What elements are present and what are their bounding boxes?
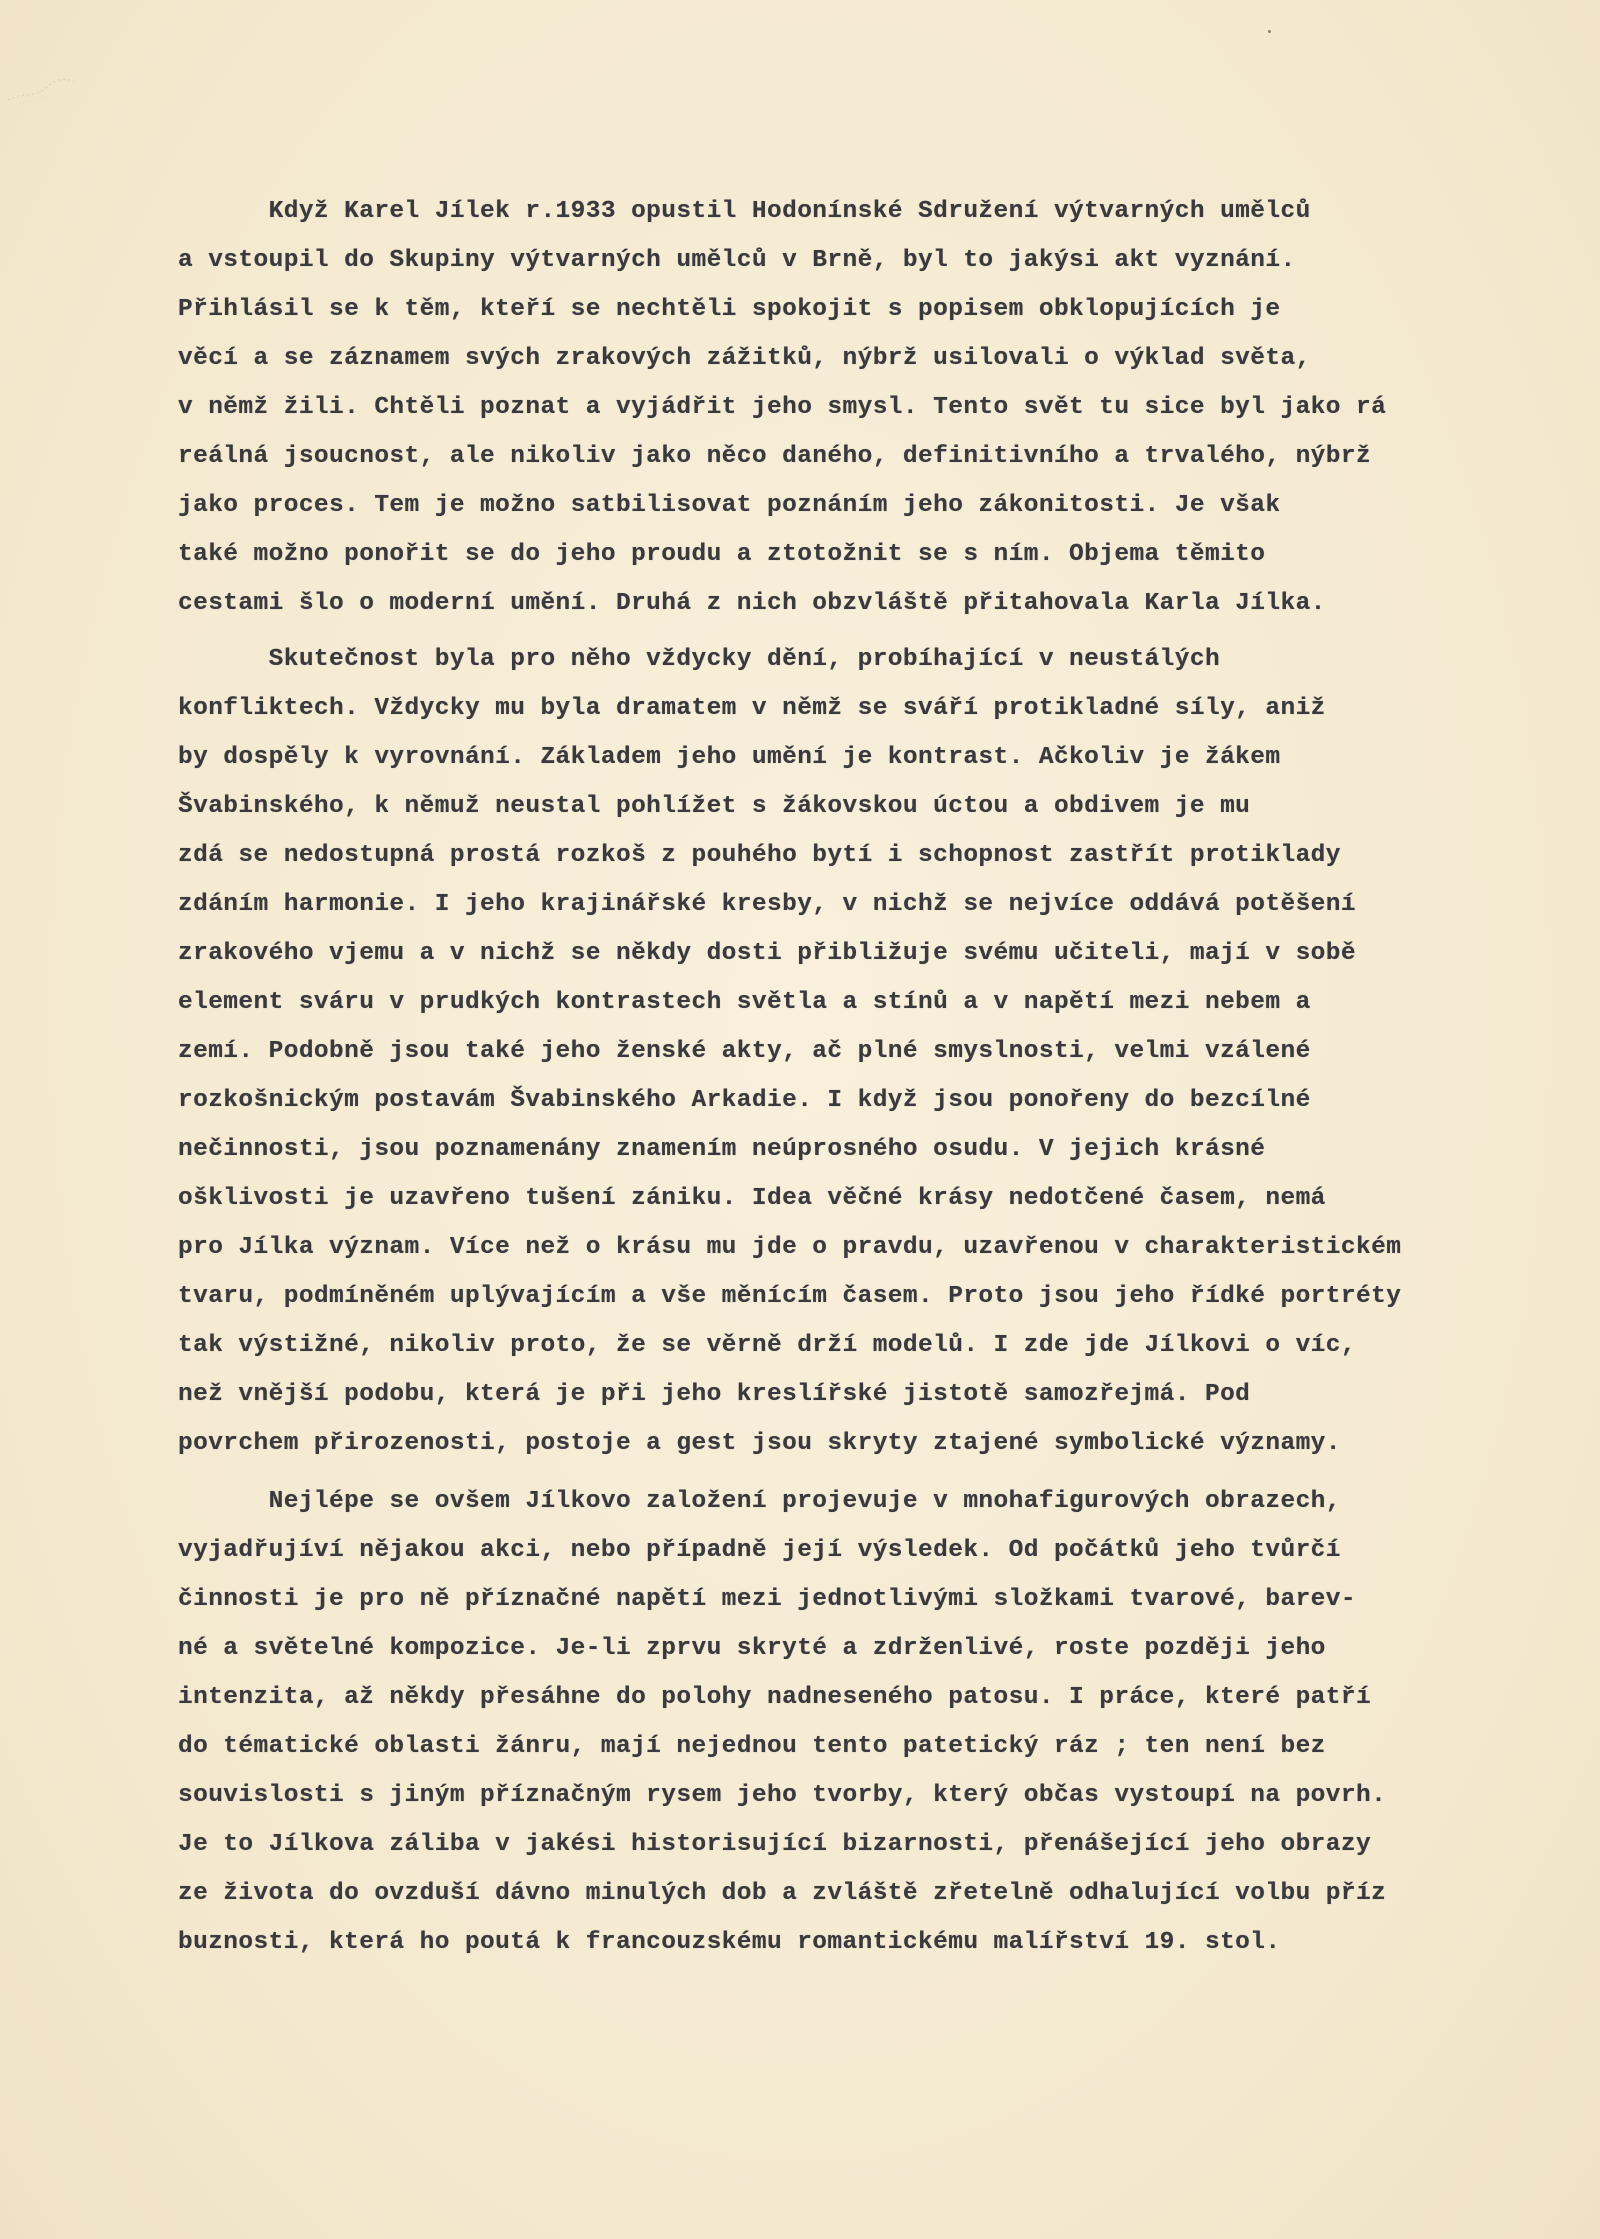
text-line: a vstoupil do Skupiny výtvarných umělců v Brně, byl to jakýsi akt vyznání. <box>178 247 1296 274</box>
text-line: rozkošnickým postavám Švabinského Arkadie. I když jsou ponořeny do bezcílné <box>178 1087 1311 1114</box>
text-line: Je to Jílkova záliba v jakési historisující bizarnosti, přenášející jeho obrazy <box>178 1831 1372 1858</box>
text-line: zrakového vjemu a v nichž se někdy dosti přibližuje svému učiteli, mají v sobě <box>178 940 1356 967</box>
text-line: do tématické oblasti žánru, mají nejednou tento patetický ráz ; ten není bez <box>178 1733 1326 1760</box>
text-line: věcí a se záznamem svých zrakových zážitků, nýbrž usilovali o výklad světa, <box>178 345 1311 372</box>
text-line: zdáním harmonie. I jeho krajinářské kresby, v nichž se nejvíce oddává potěšení <box>178 891 1356 918</box>
text-line: tak výstižné, nikoliv proto, že se věrně drží modelů. I zde jde Jílkovi o víc, <box>178 1332 1356 1359</box>
text-line: vyjadřujíví nějakou akci, nebo případně její výsledek. Od počátků jeho tvůrčí <box>178 1537 1341 1564</box>
text-line: Nejlépe se ovšem Jílkovo založení projevuje v mnohafigurových obrazech, <box>178 1488 1341 1515</box>
text-line: né a světelné kompozice. Je-li zprvu skryté a zdrženlivé, roste později jeho <box>178 1635 1326 1662</box>
text-line: pro Jílka význam. Více než o krásu mu jde o pravdu, uzavřenou v charakteristickém <box>178 1234 1402 1261</box>
text-line: ošklivosti je uzavřeno tušení zániku. Idea věčné krásy nedotčené časem, nemá <box>178 1185 1326 1212</box>
text-line: Když Karel Jílek r.1933 opustil Hodonínské Sdružení výtvarných umělců <box>178 198 1311 225</box>
text-line: cestami šlo o moderní umění. Druhá z nich obzvláště přitahovala Karla Jílka. <box>178 590 1326 617</box>
text-line: zemí. Podobně jsou také jeho ženské akty, ač plné smyslnosti, velmi vzálené <box>178 1038 1311 1065</box>
text-line: povrchem přirozenosti, postoje a gest jsou skryty ztajené symbolické významy. <box>178 1430 1341 1457</box>
text-line: Skutečnost byla pro něho vždycky dění, probíhající v neustálých <box>178 646 1221 673</box>
text-line: souvislosti s jiným příznačným rysem jeho tvorby, který občas vystoupí na povrh. <box>178 1782 1387 1809</box>
text-line: než vnější podobu, která je při jeho kreslířské jistotě samozřejmá. Pod <box>178 1381 1251 1408</box>
text-line: činnosti je pro ně příznačné napětí mezi jednotlivými složkami tvarové, barev- <box>178 1586 1356 1613</box>
text-line: Švabinského, k němuž neustal pohlížet s žákovskou úctou a obdivem je mu <box>178 793 1251 820</box>
text-line: v němž žili. Chtěli poznat a vyjádřit jeho smysl. Tento svět tu sice byl jako rá <box>178 394 1387 421</box>
text-line: reálná jsoucnost, ale nikoliv jako něco daného, definitivního a trvalého, nýbrž <box>178 443 1372 470</box>
text-line: zdá se nedostupná prostá rozkoš z pouhého bytí i schopnost zastřít protiklady <box>178 842 1341 869</box>
text-line: nečinnosti, jsou poznamenány znamením neúprosného osudu. V jejich krásné <box>178 1136 1266 1163</box>
text-line: by dospěly k vyrovnání. Základem jeho umění je kontrast. Ačkoliv je žákem <box>178 744 1281 771</box>
text-line: ze života do ovzduší dávno minulých dob a zvláště zřetelně odhalující volbu příz <box>178 1880 1387 1907</box>
text-line: konfliktech. Vždycky mu byla dramatem v němž se sváří protikladné síly, aniž <box>178 695 1326 722</box>
text-line: buznosti, která ho poutá k francouzskému romantickému malířství 19. stol. <box>178 1929 1281 1956</box>
text-line: element sváru v prudkých kontrastech světla a stínů a v napětí mezi nebem a <box>178 989 1311 1016</box>
text-line: Přihlásil se k těm, kteří se nechtěli spokojit s popisem obklopujících je <box>178 296 1281 323</box>
paper-dot <box>1268 30 1271 33</box>
text-line: intenzita, až někdy přesáhne do polohy nadneseného patosu. I práce, které patří <box>178 1684 1372 1711</box>
text-line: také možno ponořit se do jeho proudu a ztotožnit se s ním. Objema těmito <box>178 541 1266 568</box>
paper-stain <box>6 70 76 110</box>
text-line: tvaru, podmíněném uplývajícím a vše měnícím časem. Proto jsou jeho řídké portréty <box>178 1283 1402 1310</box>
text-line: jako proces. Tem je možno satbilisovat poznáním jeho zákonitosti. Je však <box>178 492 1281 519</box>
